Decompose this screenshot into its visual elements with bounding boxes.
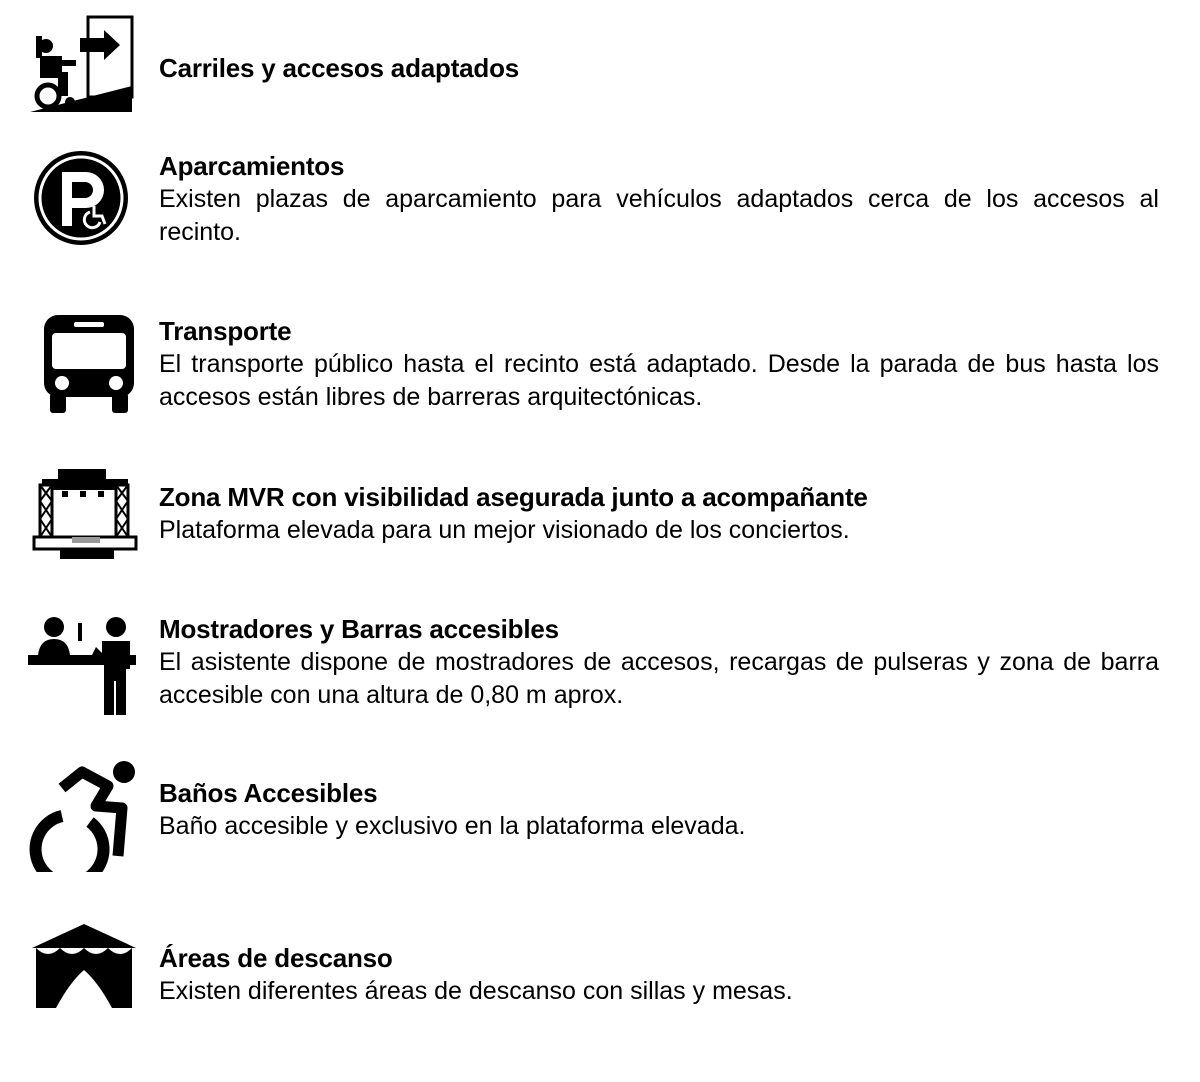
feature-title: Baños Accesibles <box>159 778 378 808</box>
accessible-wheelchair-icon <box>28 760 140 872</box>
feature-description: El asistente dispone de mostradores de accesos, recargas de pulseras y zona de barra accesible con una altura de 0,80 m aprox. <box>159 648 1159 709</box>
tent-rest-area-icon <box>28 920 140 1032</box>
bus-icon <box>28 309 140 421</box>
feature-item-rest <box>0 920 1200 1040</box>
feature-item-toilets <box>0 760 1200 880</box>
feature-item-platform <box>0 465 1200 585</box>
feature-title: Áreas de descanso <box>159 943 393 973</box>
feature-item-access <box>0 12 1200 132</box>
feature-description: Existen plazas de aparcamiento para vehículos adaptados cerca de los accesos al recinto. <box>159 185 1159 246</box>
feature-description: El transporte público hasta el recinto está adaptado. Desde la parada de bus hasta los accesos están libres de barreras arquitectónicas. <box>159 350 1159 411</box>
feature-item-counters <box>0 605 1200 725</box>
feature-item-transport <box>0 309 1200 429</box>
feature-title: Mostradores y Barras accesibles <box>159 614 559 644</box>
service-counter-icon <box>28 605 140 717</box>
feature-title: Transporte <box>159 316 292 346</box>
wheelchair-ramp-door-icon <box>28 12 140 124</box>
stage-platform-icon <box>28 465 140 577</box>
feature-title: Zona MVR con visibilidad asegurada junto a acompañante <box>159 482 868 512</box>
feature-item-parking <box>0 144 1200 264</box>
accessible-parking-icon <box>28 144 140 256</box>
feature-description: Baño accesible y exclusivo en la plataforma elevada. <box>159 812 746 840</box>
feature-description: Plataforma elevada para un mejor visionado de los conciertos. <box>159 516 850 544</box>
feature-title: Aparcamientos <box>159 151 345 181</box>
feature-title: Carriles y accesos adaptados <box>159 53 520 83</box>
feature-description: Existen diferentes áreas de descanso con sillas y mesas. <box>159 977 793 1005</box>
